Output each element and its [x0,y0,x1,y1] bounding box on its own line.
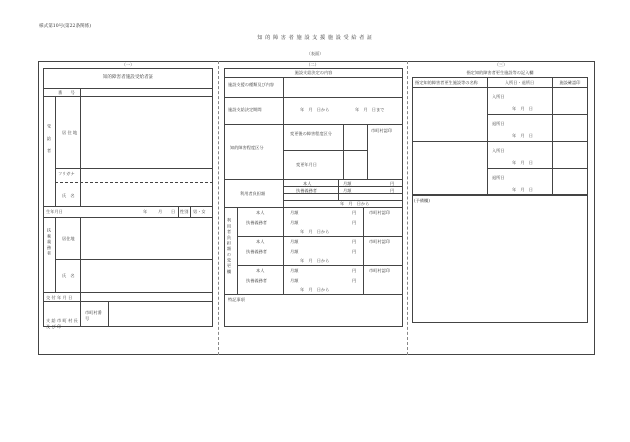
p2-henko-label: 変更後の障害程度区分 [290,131,332,136]
p2-shichoson-in-3: 市町村認印 [369,268,390,273]
p3-heading: 指定知的障害者更生施設等の記入欄 [466,70,534,75]
p1-shikyu: 支 給 市 町 村 長 及 び 印 [46,318,78,329]
p1-fuyo-kyojuchi: 居住地 [62,236,75,241]
p2-kara-2: 年 月 日から [300,258,330,263]
p2-en-7: 円 [352,268,357,273]
p2-kara: 年 月 日から [300,107,330,112]
p3-yobi-box [412,195,588,323]
p1-furigana: フリガナ [58,171,75,176]
p2-getsugaku-1: 月額 [343,181,352,186]
p3-date-2: 年 月 日 [512,133,533,138]
p3-col-date: 入所日・退所日 [504,80,535,85]
p2-henko-date: 変更年月日 [296,162,317,167]
form-title: 知 的 障 害 者 施 設 支 援 施 設 受 給 者 証 [257,35,373,41]
p2-kubun-label: 知的障害程度区分 [230,145,264,150]
p2-heading: 施設支給決定の内容 [294,70,333,75]
p2-honnin-2: 本人 [256,239,265,244]
fold-line-1 [218,61,219,355]
p2-en-6: 円 [352,249,357,254]
fold-line-2 [407,61,408,355]
p2-getsugaku-7: 月額 [290,268,299,273]
p3-date-3: 年 月 日 [512,160,533,165]
p2-getsugaku-8: 月額 [290,278,299,283]
p2-en-4: 円 [352,220,357,225]
p2-kara-3: 年 月 日から [300,287,330,292]
p1-heading: 知的障害者施設受給者証 [102,75,154,80]
p2-shichoson-in-2: 市町村認印 [369,239,390,244]
p1-bango: 番 号 [58,90,75,95]
p3-date-4: 年 月 日 [512,187,533,192]
p2-shurui: 施設支援の種類及び内容 [228,82,275,87]
p2-henko-ran: 利用者負担額の変更欄 [227,218,232,275]
p3-nyusho-2: 入所日 [492,148,505,153]
p2-honnin-1: 本人 [256,210,265,215]
form-subtitle: （表面） [306,51,324,56]
panel-2-label: （二） [306,62,319,67]
p2-fuyo: 扶養義務者 [296,188,317,193]
p2-honnin: 本人 [303,181,312,186]
p2-getsugaku-5: 月額 [290,239,299,244]
p3-date-1: 年 月 日 [512,106,533,111]
p2-fuyo-3: 扶養義務者 [246,278,267,283]
p3-yobi: (予備欄) [414,198,430,203]
p1-shimei: 氏 名 [62,193,75,198]
p1-jukyusha: 受 給 者 [47,124,52,155]
p2-en-8: 円 [352,278,357,283]
p2-kikan: 施設支給決定期間 [228,107,262,112]
p2-getsugaku-3: 月額 [290,210,299,215]
p2-kara-0: 年 月 日から [340,201,370,206]
p1-danjo: 男・女 [193,209,206,214]
p2-en-5: 円 [352,239,357,244]
p2-fuyo-1: 扶養義務者 [246,220,267,225]
panel-1-label: （一） [121,62,135,67]
p1-fuyo: 扶養義務者 [47,228,52,257]
p2-en-3: 円 [352,210,357,215]
p2-getsugaku-2: 月額 [343,188,352,193]
p2-shichoson-in-1: 市町村認印 [369,210,390,215]
p1-kyojuchi: 居 住 地 [62,130,78,135]
p2-getsugaku-4: 月額 [290,220,299,225]
p2-futan-label: 利用者負担額 [240,191,266,196]
p1-shichoson-bango: 市町村番号 [85,310,102,321]
p2-shichoson-in: 市町村認印 [371,128,392,133]
p3-col-stamp: 施設確認印 [559,80,581,85]
p3-taisho-2: 退所日 [492,175,505,180]
p1-hi: 日 [171,209,176,214]
p1-seibetsu: 性別 [180,209,189,214]
panel-3-label: （三） [494,62,508,67]
p1-nen: 年 [143,209,148,214]
p2-honnin-3: 本人 [256,268,265,273]
p2-made: 年 月 日まで [355,107,385,112]
p1-tsuki: 月 [158,209,163,214]
p2-en-1: 円 [390,181,395,186]
p3-nyusho-1: 入所日 [492,94,505,99]
p2-fuyo-2: 扶養義務者 [246,249,267,254]
p3-taisho-1: 退所日 [492,121,505,126]
form-number: 様式第10号(第22条関係) [39,24,92,29]
p3-col-name: 指定知的障害者更生施設等の名称 [415,80,478,85]
p2-getsugaku-6: 月額 [290,249,299,254]
p2-tokki: 特記事項 [228,297,245,302]
p1-fuyo-shimei: 氏 名 [62,273,75,278]
p2-kara-1: 年 月 日から [300,229,330,234]
p1-seinengappi: 生年月日 [46,209,63,214]
p1-kofu: 交 付 年 月 日 [46,295,73,300]
p2-en-2: 円 [390,188,395,193]
